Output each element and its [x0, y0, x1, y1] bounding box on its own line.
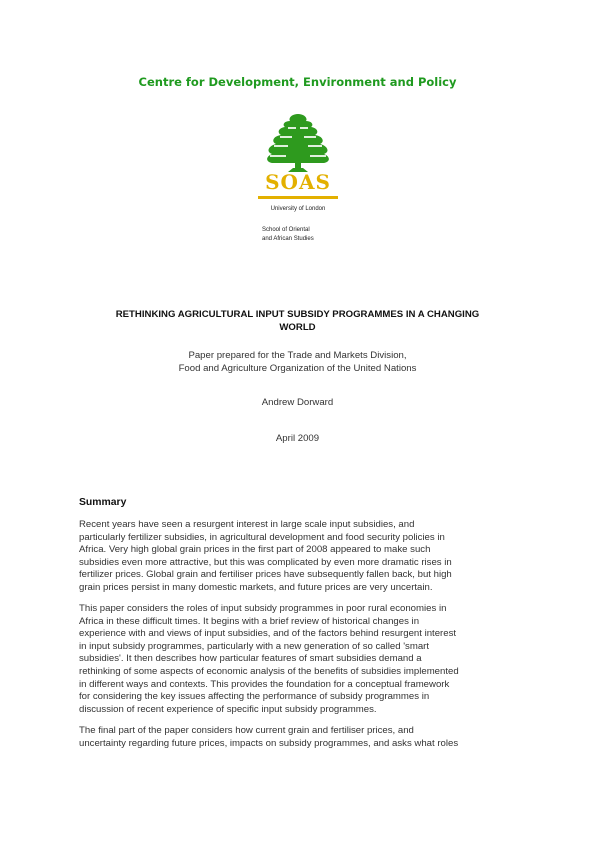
school-line-1: School of Oriental: [262, 227, 310, 233]
prepared-line-1: Paper prepared for the Trade and Markets Division,: [188, 350, 407, 361]
text-line: The final part of the paper considers how current grain and fertiliser prices, and: [79, 725, 414, 736]
centre-title: Centre for Development, Environment and Policy: [138, 75, 457, 89]
summary-paragraph-2: [79, 603, 539, 716]
prepared-line-2: Food and Agriculture Organization of the United Nations: [178, 362, 417, 374]
text-line: in different ways and contexts. This provides the foundation for a conceptual framework: [79, 678, 450, 690]
text-line: Africa in these difficult times. It begins with a brief review of historical changes in: [79, 615, 420, 627]
text-line: subsidies'. It then describes how particular features of smart subsidies demand a: [79, 653, 422, 665]
text-line: grain prices persist in many domestic markets, and future prices are very uncertain.: [79, 581, 433, 593]
summary-paragraph-1: [79, 519, 539, 595]
school-line-2: and African Studies: [262, 235, 314, 242]
text-line: for considering the key issues affecting the performance of subsidy programmes in: [79, 691, 430, 703]
paper-title-line-1: RETHINKING AGRICULTURAL INPUT SUBSIDY PROGRAMMES IN A CHANGING: [115, 309, 480, 320]
text-line: uncertainty regarding future prices, impacts on subsidy programmes, and asks what roles: [79, 737, 459, 749]
text-line: in input subsidy programmes, particularly with a new generation of so called 'smart: [79, 640, 430, 652]
summary-paragraph-3: [79, 725, 539, 750]
text-line: experience with and views of input subsidies, and of the factors behind resurgent interest: [79, 628, 457, 640]
text-line: This paper considers the roles of input subsidy programmes in poor rural economies in: [79, 603, 447, 614]
logo-underline: [258, 196, 338, 199]
text-line: particularly fertilizer subsidies, in agricultural development and food security policies in: [79, 531, 445, 543]
author-name: Andrew Dorward: [261, 397, 334, 408]
paper-title-line-2: WORLD: [279, 321, 316, 333]
paper-title: [60, 309, 535, 334]
tree-icon: [248, 112, 348, 174]
text-line: discussion of recent experience of specific input subsidy programmes.: [79, 703, 377, 715]
text-line: Africa. Very high global grain prices in the first part of 2008 appeared to make such: [79, 544, 431, 556]
text-line: subsidies even more attractive, but this was complicated by even more dramatic rises in: [79, 556, 452, 568]
summary-heading: Summary: [79, 497, 127, 508]
publication-date: April 2009: [275, 433, 320, 444]
text-line: Recent years have seen a resurgent interest in large scale input subsidies, and: [79, 519, 415, 530]
text-line: fertilizer prices. Global grain and fertiliser prices have subsequently fallen back, but high: [79, 569, 452, 581]
soas-wordmark: SOAS: [265, 170, 331, 194]
text-line: rethinking of some aspects of economic analysis of the benefits of subsidies implemented: [79, 665, 459, 677]
university-label: University of London: [270, 206, 326, 212]
prepared-for: [0, 350, 595, 375]
school-label: [262, 226, 352, 243]
